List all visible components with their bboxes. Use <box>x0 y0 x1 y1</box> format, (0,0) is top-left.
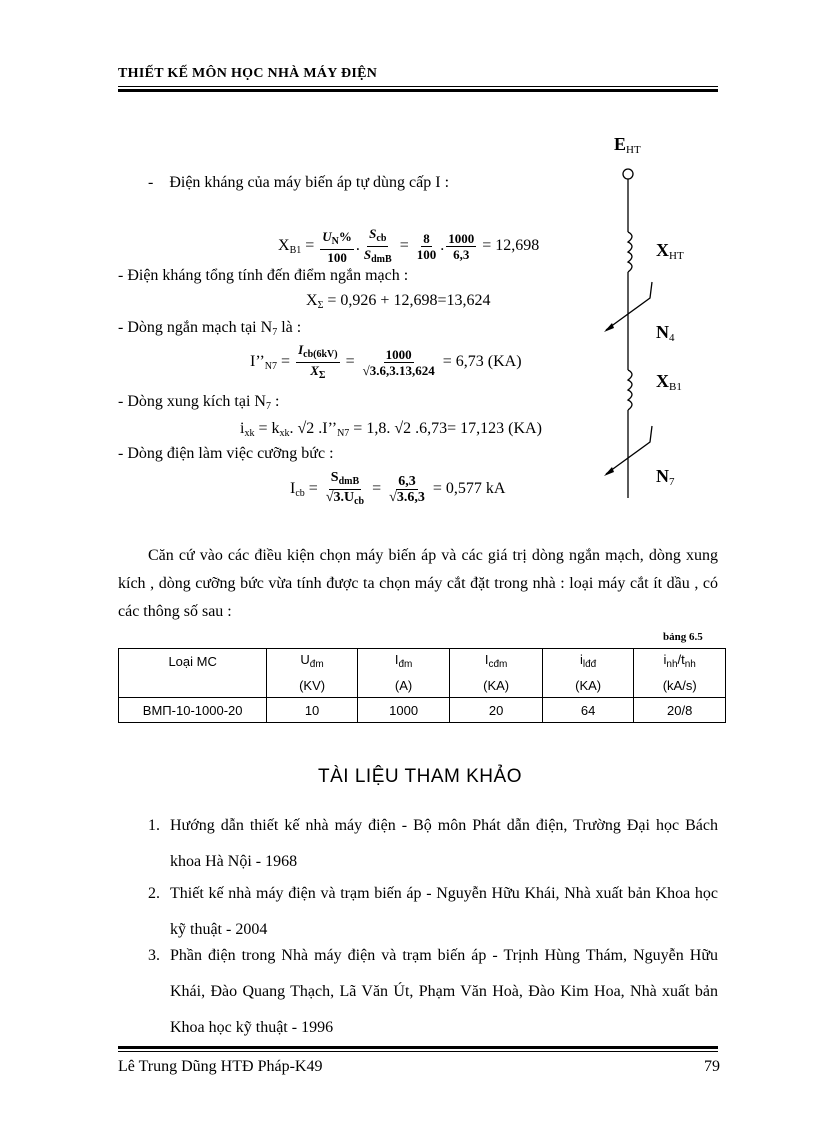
footer-rule-thin <box>118 1051 718 1052</box>
ixk-a-sub: xk <box>244 428 255 439</box>
frac-num-tail: % <box>338 228 352 244</box>
fault-arrow-n4 <box>606 282 652 330</box>
header-sub: đm <box>398 659 413 670</box>
unit-cell: (KA) <box>542 673 634 698</box>
icb-frac-2 <box>387 474 427 505</box>
header-cell <box>542 649 634 674</box>
frac-den: S <box>363 247 372 262</box>
reference-number: 2. <box>148 885 160 902</box>
in7-frac-2 <box>361 347 437 378</box>
table-cell: 10 <box>267 698 358 723</box>
frac-den: √3.U <box>325 490 355 505</box>
ixk-c: . √2 .I’’ <box>289 420 338 437</box>
frac-num-sub: dmB <box>338 476 360 487</box>
label-sub: HT <box>669 250 684 262</box>
arrow-head <box>604 323 614 332</box>
reference-number: 1. <box>148 817 160 834</box>
frac-den-sub: Σ <box>318 370 326 381</box>
header-cell <box>119 649 267 674</box>
frac-num-sub: cb <box>376 233 387 244</box>
table-cell: BMΠ-10-1000-20 <box>119 698 267 723</box>
calc-item-3-tail: là : <box>277 319 302 336</box>
label-text: N <box>656 466 669 486</box>
inductor-xht <box>628 232 632 272</box>
label-sub: 7 <box>669 476 675 488</box>
arrow-head <box>604 467 614 476</box>
header-main: Loại MC <box>168 653 217 669</box>
table-cell: 1000 <box>357 698 450 723</box>
frac-num: U <box>322 228 332 244</box>
header-rule-thick <box>118 89 718 92</box>
footer-rule-thick <box>118 1046 718 1049</box>
frac-den-sub: cb <box>354 496 365 507</box>
label-text: N <box>656 322 669 342</box>
formula-icb: $I_{cb}$ = $\frac{S_{dmB}}{√3.U_{cb}}$ = $\frac{6,3}{√3.6,3}$ = 0,577 kA <box>290 470 506 507</box>
table-header-row <box>119 649 726 674</box>
source-terminal <box>623 169 633 179</box>
xb1-frac-4 <box>446 231 476 262</box>
page-number: 79 <box>704 1058 720 1075</box>
frac-num: 6,3 <box>398 474 416 489</box>
calc-item-4 <box>118 393 279 412</box>
label-sub: HT <box>626 144 641 156</box>
reference-text: Hướng dẫn thiết kế nhà máy điện - Bộ môn Phát dẫn điện, Trường Đại học Bách khoa Hà Nội - 1968 <box>170 817 718 870</box>
header-sub: nh <box>666 659 678 670</box>
calc-item-1-text: Điện kháng của máy biến áp tự dùng cấp I : <box>169 174 450 191</box>
icb-lhs: I <box>290 480 296 498</box>
xb1-frac-3 <box>415 231 439 262</box>
icb-lhs-sub: cb <box>295 488 305 500</box>
header-tail: /t <box>677 652 685 667</box>
label-n7 <box>656 466 675 488</box>
xb1-frac-1 <box>320 229 354 265</box>
calc-item-3 <box>118 319 301 338</box>
reference-number: 3. <box>148 947 160 964</box>
frac-num-sub: cb(6kV) <box>303 349 338 360</box>
breaker-spec-table <box>118 648 726 723</box>
frac-den: 6,3 <box>453 247 470 262</box>
unit-cell <box>119 673 267 698</box>
formula-xb1: $X_{B1}$ = $\frac{U_N\%}{100}$ . $\frac{S_{cb}}{S_{dmB}}$ = $\frac{8}{100}$ . $\frac{1000}{6,3}$ = 12,698 <box>278 226 540 265</box>
frac-num: 1000 <box>448 231 475 246</box>
reference-item-1 <box>148 808 718 880</box>
unit-cell: (KV) <box>267 673 358 698</box>
reference-text: Thiết kế nhà máy điện và trạm biến áp - Nguyễn Hữu Khái, Nhà xuất bản Khoa học kỹ thuật - 2004 <box>170 885 718 938</box>
calc-item-1 <box>148 174 449 192</box>
header-sub: nh <box>684 659 696 670</box>
xsum-lhs-sub: Σ <box>317 300 324 311</box>
frac-num: I <box>298 342 304 357</box>
header-cell <box>634 649 726 674</box>
frac-den: √3.6,3 <box>389 490 425 505</box>
header-sub: cđm <box>488 659 508 670</box>
frac-num: S <box>330 470 339 485</box>
header-sub: lđđ <box>582 659 597 670</box>
frac-num: S <box>369 226 377 241</box>
label-n4 <box>656 322 675 344</box>
reference-text: Phần điện trong Nhà máy điện và trạm biến áp - Trịnh Hùng Thám, Nguyễn Hữu Khái, Đào Quang Thạch, Lã Văn Út, Phạm Văn Hoà, Đào Kim Hoa, Nhà xuất bản Khoa học kỹ thuật - 1996 <box>170 947 718 1036</box>
inductor-xb1 <box>628 370 632 410</box>
table-caption: bảng 6.5 <box>663 631 703 643</box>
calc-item-4-tail: : <box>270 393 280 410</box>
label-xb1 <box>656 371 682 393</box>
xb1-frac-2 <box>362 226 394 267</box>
header-cell <box>267 649 358 674</box>
frac-den-sub: dmB <box>371 254 392 265</box>
formula-ixk <box>240 420 542 439</box>
xb1-result: = 12,698 <box>482 237 540 255</box>
header-main: U <box>300 652 310 667</box>
calc-item-2: - Điện kháng tổng tính đến điểm ngắn mạch : <box>118 267 409 284</box>
table-cell: 20/8 <box>634 698 726 723</box>
ixk-a: i <box>240 420 245 437</box>
ixk-b-sub: xk <box>279 428 290 439</box>
unit-cell: (A) <box>357 673 450 698</box>
header-sub: đm <box>309 659 324 670</box>
xsum-lhs: X <box>306 292 318 309</box>
unit-cell: (kA/s) <box>634 673 726 698</box>
label-xht <box>656 240 684 262</box>
ixk-d: = 1,8. √2 .6,73= 17,123 (KA) <box>349 420 542 437</box>
bullet: - <box>148 174 154 191</box>
header-main: I <box>484 652 489 667</box>
frac-den: √3.6,3.13,624 <box>362 363 435 378</box>
calc-item-5: - Dòng điện làm việc cưỡng bức : <box>118 445 334 462</box>
ixk-c-sub: N7 <box>337 428 350 439</box>
xb1-lhs: X <box>278 237 290 255</box>
footer-author: Lê Trung Dũng HTĐ Pháp-K49 <box>118 1058 323 1075</box>
header-main: i <box>663 652 667 667</box>
table-cell: 20 <box>450 698 543 723</box>
xsum-rhs: = 0,926 + 12,698=13,624 <box>327 292 491 309</box>
header-cell <box>357 649 450 674</box>
xb1-lhs-sub: B1 <box>289 245 302 257</box>
reference-item-3 <box>148 938 718 1046</box>
calc-item-3-text: - Dòng ngắn mạch tại N <box>118 319 273 336</box>
references-title: TÀI LIỆU THAM KHẢO <box>318 766 522 787</box>
label-text: E <box>614 134 627 154</box>
formula-in7: $I’’_{N7}$ = $\frac{I_{cb(6kV)}}{X_\Sigma}$ = $\frac{1000}{√3.6,3.13,624}$ = 6,73 (KA) <box>250 342 522 381</box>
label-sub: 4 <box>669 332 675 344</box>
frac-num: 1000 <box>385 347 412 362</box>
formula-xsum <box>306 292 490 311</box>
ixk-b: = k <box>254 420 280 437</box>
header-main: I <box>394 652 399 667</box>
label-text: X <box>656 240 669 260</box>
label-eht <box>614 134 641 156</box>
table-cell: 64 <box>542 698 634 723</box>
in7-result: = 6,73 (KA) <box>442 353 522 371</box>
selection-paragraph: Căn cứ vào các điều kiện chọn máy biến áp và các giá trị dòng ngắn mạch, dòng xung kích , dòng cưỡng bức vừa tính được ta chọn máy cắt đặt trong nhà : loại máy cắt ít dầu , có các thông số sau : <box>118 547 718 620</box>
unit-cell: (KA) <box>450 673 543 698</box>
table-row <box>119 698 726 723</box>
fault-arrow-n7 <box>606 426 652 474</box>
frac-den: 100 <box>416 247 437 262</box>
frac-num-sub: N <box>331 235 339 247</box>
header-main: i <box>580 652 583 667</box>
frac-den: 100 <box>327 249 347 265</box>
frac-den: X <box>310 363 319 378</box>
frac-num: 8 <box>423 231 430 246</box>
header-cell <box>450 649 543 674</box>
header-rule-thin <box>118 86 718 87</box>
calc-item-4-sub: 7 <box>265 401 271 412</box>
in7-lhs-sub: N7 <box>264 361 278 373</box>
icb-result: = 0,577 kA <box>432 480 506 498</box>
calc-item-3-sub: 7 <box>272 327 278 338</box>
in7-frac-1 <box>296 342 340 383</box>
calc-item-4-text: - Dòng xung kích tại N <box>118 393 266 410</box>
table-unit-row <box>119 673 726 698</box>
label-sub: B1 <box>669 381 682 393</box>
in7-lhs: I’’ <box>250 353 265 371</box>
icb-frac-1 <box>324 470 366 509</box>
label-text: X <box>656 371 669 391</box>
page-header-title: THIẾT KẾ MÔN HỌC NHÀ MÁY ĐIỆN <box>118 66 378 81</box>
